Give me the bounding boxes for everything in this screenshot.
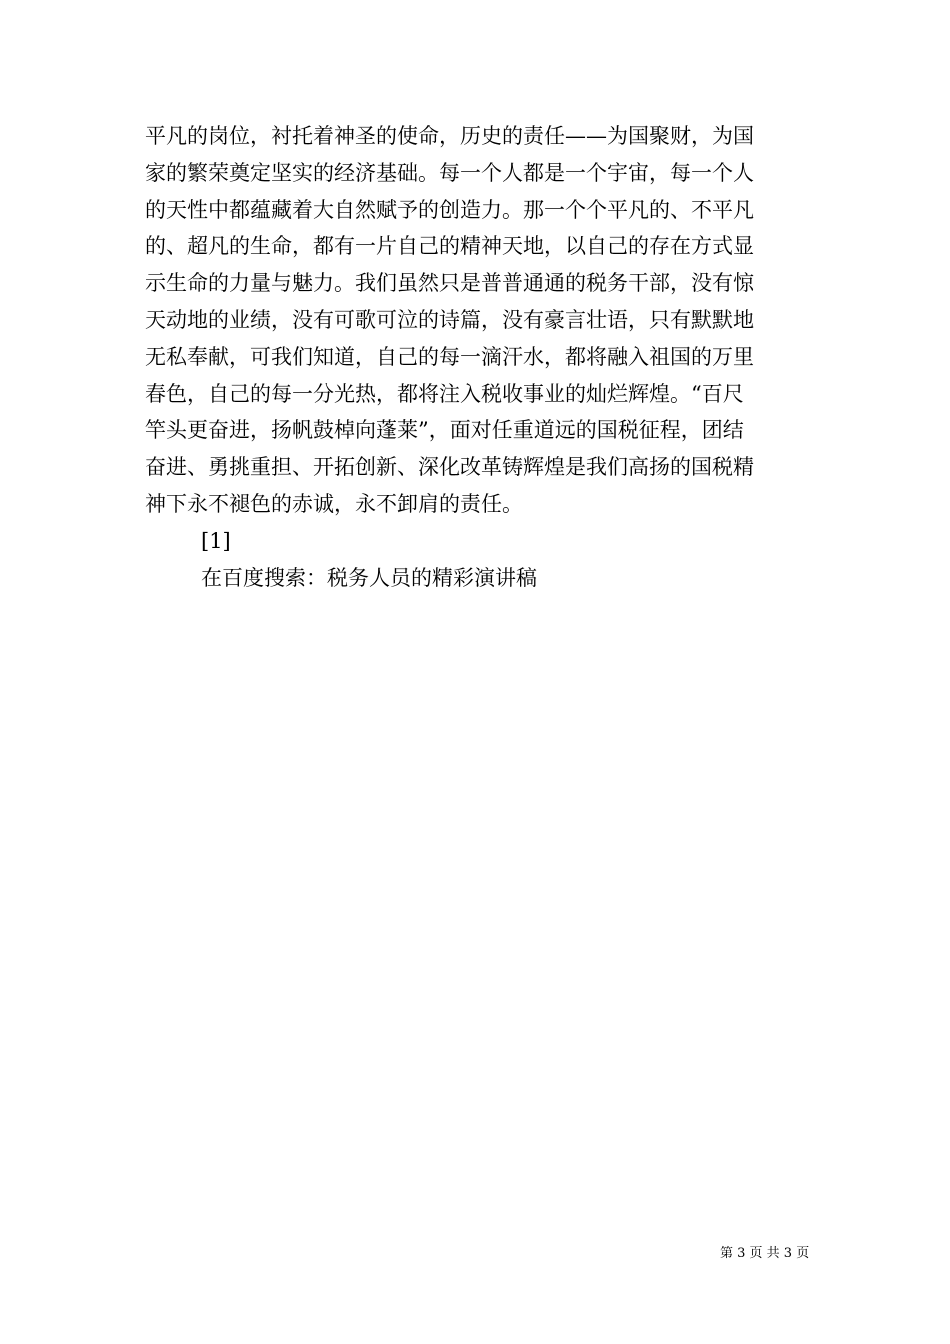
paragraph-line-2: 家的繁荣奠定坚实的经济基础。每一个人都是一个宇宙，每一个人 <box>145 160 754 185</box>
paragraph-line-1: 平凡的岗位，衬托着神圣的使命，历史的责任——为国聚财，为国 <box>145 124 754 148</box>
page-number-footer: 第 3 页 共 3 页 <box>720 1246 810 1261</box>
reference-mark: [1] <box>201 528 231 553</box>
paragraph-line-8: 春色，自己的每一分光热，都将注入税收事业的灿烂辉煌。“百尺 <box>145 381 744 406</box>
search-line: 在百度搜索：税务人员的精彩演讲稿 <box>201 565 537 590</box>
paragraph-line-3: 的天性中都蕴藏着大自然赋予的创造力。那一个个平凡的、不平凡 <box>145 197 754 222</box>
document-body <box>145 118 810 596</box>
paragraph-line-9: 竿头更奋进，扬帆鼓棹向蓬莱”，面对任重道远的国税征程，团结 <box>145 418 744 443</box>
paragraph-line-7: 无私奉献，可我们知道，自己的每一滴汗水，都将融入祖国的万里 <box>145 344 754 369</box>
paragraph-line-6: 天动地的业绩，没有可歌可泣的诗篇，没有豪言壮语，只有默默地 <box>145 307 754 332</box>
paragraph-line-4: 的、超凡的生命，都有一片自己的精神天地，以自己的存在方式显 <box>145 234 754 259</box>
paragraph-line-10: 奋进、勇挑重担、开拓创新、深化改革铸辉煌是我们高扬的国税精 <box>145 455 754 480</box>
paragraph-line-5: 示生命的力量与魅力。我们虽然只是普普通通的税务干部，没有惊 <box>145 271 754 296</box>
paragraph-line-11: 神下永不褪色的赤诚，永不卸肩的责任。 <box>145 491 523 516</box>
